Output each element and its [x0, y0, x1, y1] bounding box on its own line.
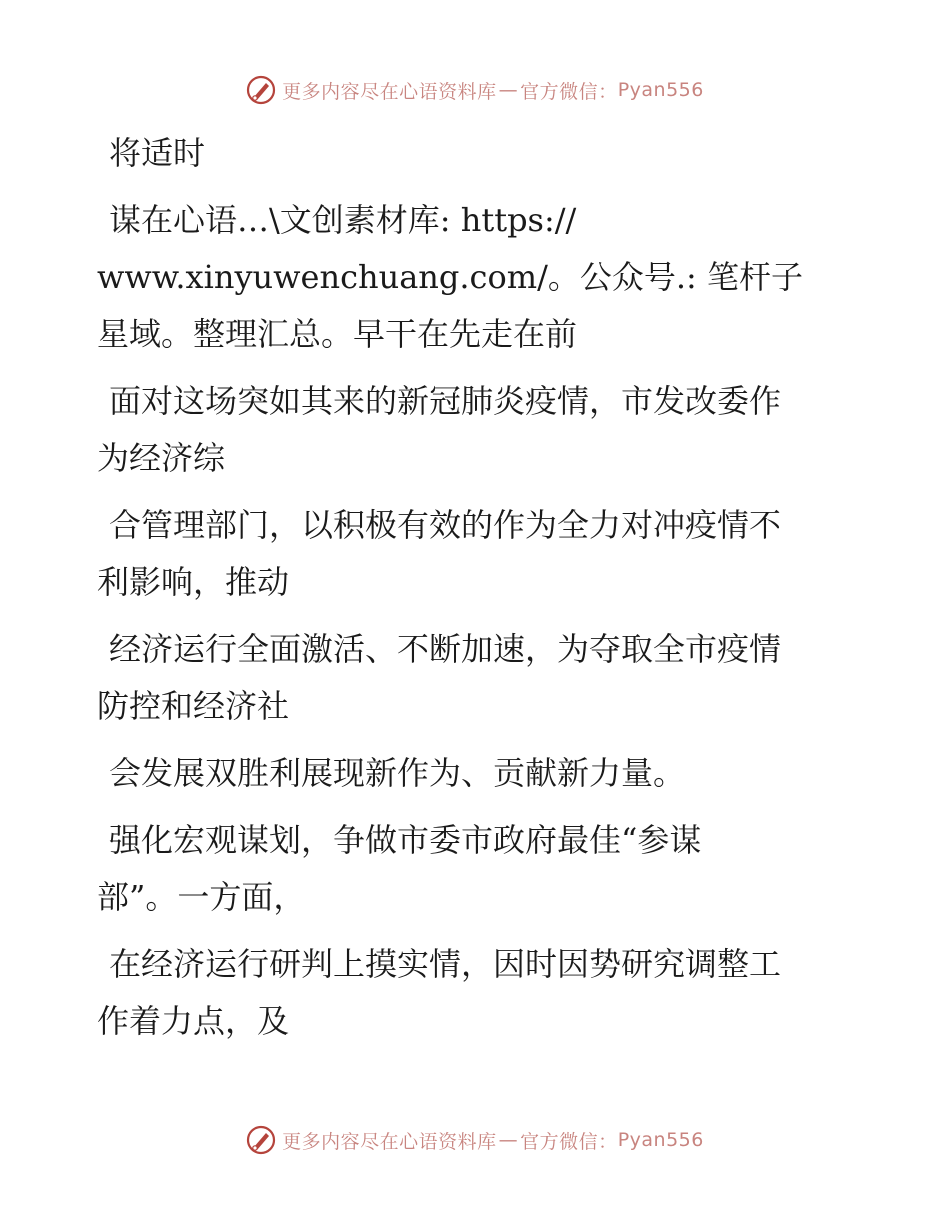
paragraph	[97, 192, 827, 363]
paragraph	[97, 373, 827, 487]
banner-text: 更多内容尽在心语资料库	[282, 1130, 497, 1153]
paragraph-continuation: 为经济综	[97, 439, 226, 477]
paragraph-first-line: 经济运行全面激活、不断加速，为夺取全市疫情	[109, 630, 782, 668]
banner-wechat-label: 官方微信：	[520, 80, 618, 103]
banner-wechat-label: 官方微信：	[520, 1130, 618, 1153]
document-body	[97, 125, 827, 1060]
paragraph	[97, 812, 827, 926]
banner-dash: —	[498, 1129, 519, 1151]
paragraph	[97, 621, 827, 735]
pen-logo-icon	[246, 1125, 276, 1155]
paragraph-continuation: www.xinyuwenchuang.com/。公众号.: 笔杆子星域。整理汇总。早干在先走在前	[97, 258, 803, 353]
paragraph-continuation: 部”。一方面，	[97, 878, 306, 916]
paragraph	[97, 497, 827, 611]
banner-dash: —	[498, 79, 519, 101]
paragraph-first-line: 谋在心语…\文创素材库: https://	[109, 201, 577, 239]
banner-wechat-id: Pyan556	[617, 1129, 704, 1151]
paragraph	[97, 745, 827, 802]
header-banner	[0, 70, 950, 110]
paragraph-first-line: 面对这场突如其来的新冠肺炎疫情，市发改委作	[109, 382, 782, 420]
paragraph-first-line: 强化宏观谋划，争做市委市政府最佳“参谋	[109, 821, 702, 859]
footer-banner	[0, 1120, 950, 1160]
paragraph-first-line: 将适时	[109, 134, 206, 172]
paragraph	[97, 125, 827, 182]
paragraph-continuation: 作着力点，及	[97, 1002, 290, 1040]
paragraph-continuation: 利影响，推动	[97, 563, 290, 601]
paragraph-first-line: 会发展双胜利展现新作为、贡献新力量。	[109, 754, 686, 792]
paragraph-first-line: 合管理部门，以积极有效的作为全力对冲疫情不	[109, 506, 782, 544]
banner-wechat-id: Pyan556	[617, 79, 704, 101]
banner-text: 更多内容尽在心语资料库	[282, 80, 497, 103]
paragraph-first-line: 在经济运行研判上摸实情，因时因势研究调整工	[109, 945, 782, 983]
pen-logo-icon	[246, 75, 276, 105]
paragraph	[97, 936, 827, 1050]
paragraph-continuation: 防控和经济社	[97, 687, 290, 725]
